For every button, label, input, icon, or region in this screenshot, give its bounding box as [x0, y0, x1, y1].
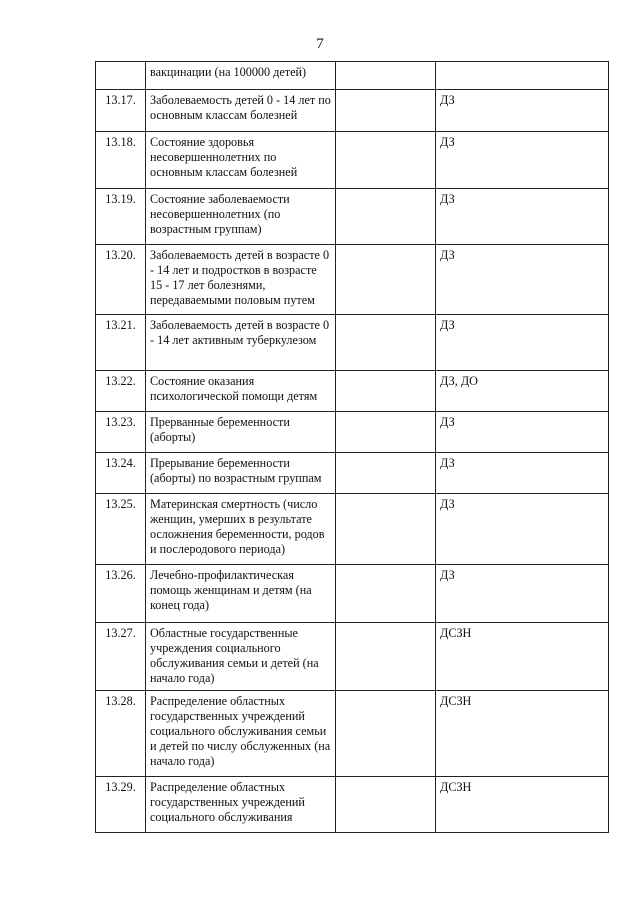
row-empty-cell — [336, 132, 436, 189]
page-number: 7 — [316, 36, 324, 52]
table-row — [96, 412, 609, 453]
row-indicator-name: Материнская смертность (число женщин, умерших в результате осложнения беременности, родов и послеродового периода) — [146, 494, 336, 565]
row-indicator-name: Состояние заболеваемости несовершеннолетних (по возрастным группам) — [146, 189, 336, 245]
table-row — [96, 777, 609, 833]
row-responsible-org: ДЗ — [436, 132, 609, 189]
row-number — [96, 62, 146, 90]
row-indicator-name: Заболеваемость детей в возрасте 0 - 14 лет и подростков в возрасте 15 - 17 лет болезнями, передаваемыми половым путем — [146, 245, 336, 315]
row-empty-cell — [336, 62, 436, 90]
row-responsible-org: ДЗ — [436, 453, 609, 494]
table-row — [96, 189, 609, 245]
row-indicator-name: Распределение областных государственных учреждений социального обслуживания — [146, 777, 336, 833]
row-empty-cell — [336, 90, 436, 132]
row-responsible-org: ДСЗН — [436, 777, 609, 833]
row-number: 13.20. — [96, 245, 146, 315]
row-indicator-name: вакцинации (на 100000 детей) — [146, 62, 336, 90]
document-table — [95, 61, 609, 833]
row-responsible-org: ДЗ — [436, 245, 609, 315]
row-empty-cell — [336, 494, 436, 565]
row-empty-cell — [336, 412, 436, 453]
row-number: 13.26. — [96, 565, 146, 623]
row-indicator-name: Состояние здоровья несовершеннолетних по основным классам болезней — [146, 132, 336, 189]
table-row — [96, 565, 609, 623]
row-responsible-org: ДЗ — [436, 90, 609, 132]
row-indicator-name: Областные государственные учреждения социального обслуживания семьи и детей (на начало года) — [146, 623, 336, 691]
row-number: 13.22. — [96, 371, 146, 412]
table-row — [96, 315, 609, 371]
table-row — [96, 245, 609, 315]
row-responsible-org: ДСЗН — [436, 623, 609, 691]
row-number: 13.24. — [96, 453, 146, 494]
row-number: 13.28. — [96, 691, 146, 777]
row-empty-cell — [336, 189, 436, 245]
table-row — [96, 90, 609, 132]
row-empty-cell — [336, 245, 436, 315]
row-number: 13.23. — [96, 412, 146, 453]
row-empty-cell — [336, 371, 436, 412]
row-number: 13.19. — [96, 189, 146, 245]
row-responsible-org: ДЗ — [436, 315, 609, 371]
row-number: 13.18. — [96, 132, 146, 189]
row-indicator-name: Заболеваемость детей 0 - 14 лет по основным классам болезней — [146, 90, 336, 132]
row-empty-cell — [336, 691, 436, 777]
row-number: 13.29. — [96, 777, 146, 833]
row-indicator-name: Лечебно-профилактическая помощь женщинам и детям (на конец года) — [146, 565, 336, 623]
table-row — [96, 453, 609, 494]
table-row — [96, 132, 609, 189]
table-row — [96, 623, 609, 691]
row-responsible-org: ДЗ — [436, 565, 609, 623]
row-number: 13.17. — [96, 90, 146, 132]
row-empty-cell — [336, 777, 436, 833]
row-number: 13.25. — [96, 494, 146, 565]
row-empty-cell — [336, 315, 436, 371]
row-indicator-name: Прерывание беременности (аборты) по возрастным группам — [146, 453, 336, 494]
row-indicator-name: Состояние оказания психологической помощи детям — [146, 371, 336, 412]
row-empty-cell — [336, 623, 436, 691]
row-empty-cell — [336, 565, 436, 623]
row-responsible-org: ДЗ — [436, 189, 609, 245]
row-indicator-name: Прерванные беременности (аборты) — [146, 412, 336, 453]
row-responsible-org: ДСЗН — [436, 691, 609, 777]
table-row — [96, 494, 609, 565]
row-responsible-org: ДЗ — [436, 412, 609, 453]
table-row — [96, 691, 609, 777]
row-empty-cell — [336, 453, 436, 494]
row-number: 13.21. — [96, 315, 146, 371]
row-responsible-org: ДЗ, ДО — [436, 371, 609, 412]
row-number: 13.27. — [96, 623, 146, 691]
table-row — [96, 371, 609, 412]
row-responsible-org: ДЗ — [436, 494, 609, 565]
row-indicator-name: Заболеваемость детей в возрасте 0 - 14 лет активным туберкулезом — [146, 315, 336, 371]
table-row — [96, 62, 609, 90]
row-indicator-name: Распределение областных государственных учреждений социального обслуживания семьи и детей по числу обслуженных (на начало года) — [146, 691, 336, 777]
row-responsible-org — [436, 62, 609, 90]
